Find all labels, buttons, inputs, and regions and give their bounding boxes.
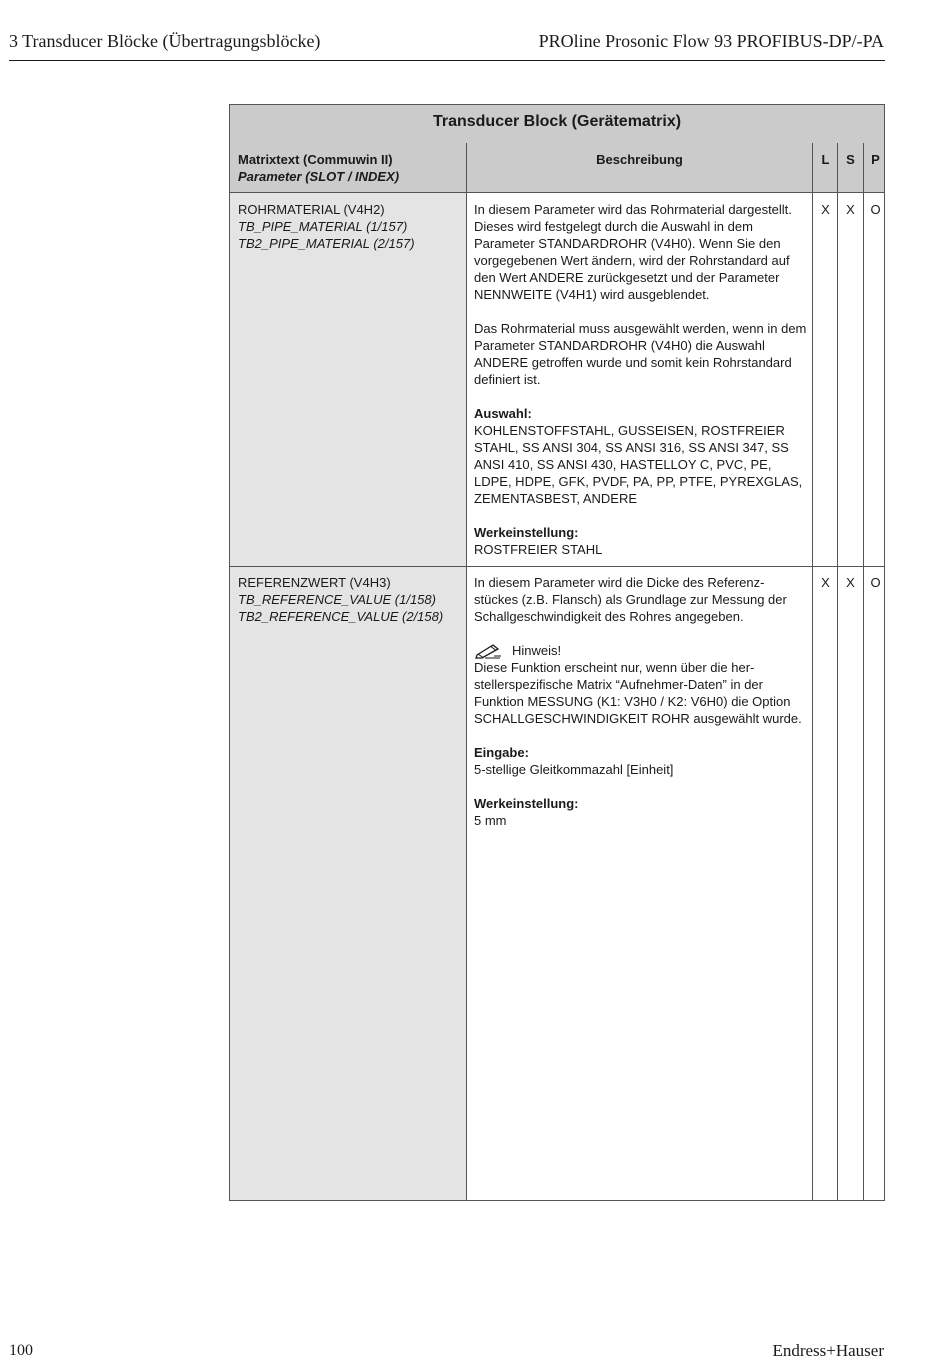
flag-s: X: [846, 575, 855, 590]
brand-logo-text: Endress+Hauser: [772, 1341, 884, 1360]
flag-p: O: [870, 575, 881, 590]
flag-p: O: [870, 202, 881, 217]
row-referenzwert-description: [474, 574, 808, 846]
parameter-column-background: [230, 193, 466, 1200]
note-block: [474, 642, 808, 727]
choice-text: KOHLENSTOFFSTAHL, GUSSEISEN, ROSTFREIER STAHL, SS ANSI 304, SS ANSI 316, SS ANSI 347, SS ANSI 410, SS ANSI 430, HASTELLOY C, PVC, PE, LDPE, HDPE, GFK, PVDF, PA, PP, PTFE, PYREXGLAS, ZEMENTASBEST, ANDERE: [474, 423, 803, 506]
header-p: P: [871, 152, 880, 167]
row-rohrmaterial-parameter: [238, 201, 415, 252]
choice-block: [474, 405, 808, 507]
parameter-slot-index: TB2_PIPE_MATERIAL (2/157): [238, 236, 415, 251]
choice-label: Auswahl:: [474, 406, 532, 421]
default-block: [474, 795, 808, 829]
page-number: 100: [9, 1342, 33, 1359]
flag-s: X: [846, 202, 855, 217]
parameter-name: ROHRMATERIAL (V4H2): [238, 202, 385, 217]
flag-l: X: [821, 202, 830, 217]
header-parameter-label: Parameter (SLOT / INDEX): [238, 169, 400, 184]
input-text: 5-stellige Gleitkommazahl [Einheit]: [474, 762, 674, 777]
note-text: Diese Funktion erscheint nur, wenn über die her-stellerspezifische Matrix “Aufnehmer-Daten” in der Funktion MESSUNG (K1: V3H0 / K2: V6H0) die Option SCHALLGESCHWINDIGKEIT ROHR ausgewählt wurde.: [474, 660, 802, 726]
default-text: ROSTFREIER STAHL: [474, 542, 603, 557]
header-matrixtext: [238, 151, 399, 185]
column-divider: [863, 143, 864, 1200]
parameter-slot-index: TB_PIPE_MATERIAL (1/157): [238, 219, 408, 234]
running-header-chapter: 3 Transducer Blöcke (Übertragungsblöcke): [9, 31, 321, 51]
header-l: L: [821, 152, 830, 167]
parameter-name: REFERENZWERT (V4H3): [238, 575, 391, 590]
default-label: Werkeinstellung:: [474, 796, 579, 811]
column-divider: [812, 143, 813, 1200]
flag-l: X: [821, 575, 830, 590]
description-paragraph: In diesem Parameter wird die Dicke des Referenz-stückes (z.B. Flansch) als Grundlage zur Messung der Schallgeschwindigkeit des Rohres angegeben.: [474, 575, 787, 624]
row-referenzwert-parameter: [238, 574, 443, 625]
parameter-slot-index: TB2_REFERENCE_VALUE (2/158): [238, 609, 444, 624]
input-label: Eingabe:: [474, 745, 529, 760]
header-s: S: [846, 152, 855, 167]
header-rule: [9, 60, 885, 61]
pencil-icon: [474, 642, 504, 659]
note-heading: [474, 642, 808, 659]
running-header-product: PROline Prosonic Flow 93 PROFIBUS-DP/-PA: [538, 31, 884, 51]
row-rohrmaterial-description: [474, 201, 808, 575]
header-beschreibung: Beschreibung: [596, 152, 683, 167]
column-divider: [466, 143, 467, 1200]
table-title: Transducer Block (Gerätematrix): [230, 105, 884, 143]
transducer-block-table: [229, 104, 885, 1201]
description-paragraph: Das Rohrmaterial muss ausgewählt werden, wenn in dem Parameter STANDARDROHR (V4H0) die Auswahl ANDERE getroffen wurde und somit kein Rohrstandard definiert ist.: [474, 321, 807, 387]
note-label: Hinweis!: [512, 643, 562, 658]
column-divider: [837, 143, 838, 1200]
default-block: [474, 524, 808, 558]
input-block: [474, 744, 808, 778]
parameter-slot-index: TB_REFERENCE_VALUE (1/158): [238, 592, 436, 607]
default-text: 5 mm: [474, 813, 507, 828]
default-label: Werkeinstellung:: [474, 525, 579, 540]
header-matrixtext-label: Matrixtext (Commuwin II): [238, 152, 393, 167]
description-paragraph: In diesem Parameter wird das Rohrmaterial dargestellt. Dieses wird festgelegt durch die Auswahl in dem Parameter STANDARDROHR (V4H0). Wenn Sie den vorgegebenen Wert ändern, wird der Rohrstandard auf den Wert ANDERE zurückgesetzt und der Parameter NENNWEITE (V4H1) wird ausgeblendet.: [474, 202, 792, 302]
